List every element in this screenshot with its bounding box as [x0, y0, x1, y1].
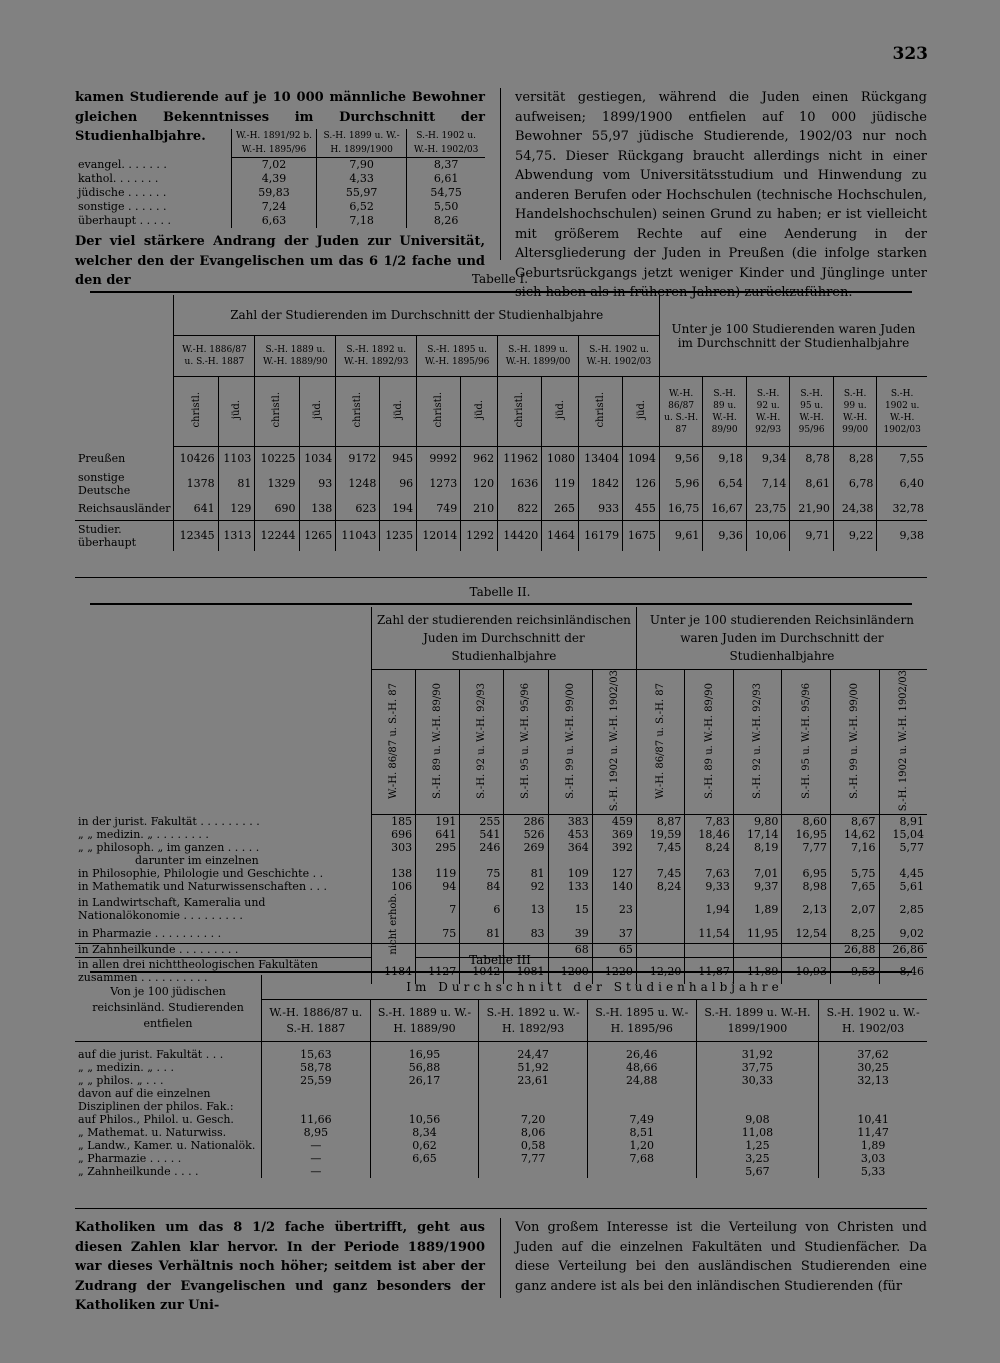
- table-row: Studier. überhaupt 12345 1313 12244 1265 11043 1235 12014 1292 14420 1464 16179 1675 9,61 9,36 10,06 9,71 9,22 9,38: [75, 521, 927, 551]
- table-row: in Zahnheilkunde . . . . . . . . . 68 65 26,88 26,86: [75, 941, 927, 958]
- table-row: „ „ philosoph. „ im ganzen . . . . . 303 295 246 269 364 392 7,45 8,24 8,19 7,77 7,16 5,77: [75, 841, 927, 854]
- table-row: auf die jurist. Fakultät . . . 15,63 16,95 24,47 26,46 31,92 37,62: [75, 1042, 927, 1062]
- table1-group-right: Unter je 100 Studierenden waren Juden im Durchschnitt der Studienhalbjahre: [659, 295, 927, 377]
- left-top-text: kamen Studierende auf je 10 000 männliche Bewohner gleichen Bekenntnisses im Durchschnitt der Studienhalbjahre.: [75, 90, 485, 144]
- table-row: in Pharmazie . . . . . . . . . . 75 81 83 39 37 11,54 11,95 12,54 8,25 9,02: [75, 925, 927, 941]
- small-table-header: S.-H. 1902 u. W.-H. 1902/03: [407, 129, 485, 158]
- table-row: „ Landw., Kamer. u. Nationalök. — 0,62 0,58 1,20 1,25 1,89: [75, 1139, 927, 1152]
- table2-caption: Tabelle II.: [469, 585, 531, 599]
- table-row: in Landwirtschaft, Kameralia und Nationalökonomie . . . . . . . . . nicht erhob. 7 6 13 15 23 1,94 1,89 2,13 2,07 2,85: [75, 893, 927, 925]
- page-number: 323: [892, 44, 928, 64]
- small-table: [75, 129, 485, 228]
- table1-caption: Tabelle I.: [471, 272, 529, 286]
- table2-group-right: Unter je 100 studierenden Reichsinländern waren Juden im Durchschnitt der Studienhalbjahre: [636, 607, 927, 670]
- bottom-left-text: Katholiken um das 8 1/2 fache übertrifft, geht aus diesen Zahlen klar hervor. In der Periode 1889/1900 war dieses Verhältnis noch höher; seitdem ist aber der Zudrang der Evangelischen und ganz besonders der Katholiken zur Uni-: [75, 1220, 485, 1313]
- column-divider: [500, 1218, 501, 1298]
- right-top-text: versität gestiegen, während die Juden einen Rückgang aufweisen; 1899/1900 entfielen auf 10 000 jüdische Bewohner 55,97 jüdische Studierende, 1902/03 nur noch 54,75. Dieser Rückgang braucht allerdings nicht in einer Abwendung vom Universitätsstudium und Hinwendung zu anderen Berufen oder Hochschulen (technische Hochschulen, Handelshochschulen) seinen Grund zu haben; er ist vielleicht mit größerem Rechte auf eine Aenderung in der Altersgliederung der Juden in Preußen (die infolge starken Geburtsrückgangs jetzt weniger Kinder und Jünglinge unter sich haben als in früheren Jahren) zurückzuführen.: [515, 90, 927, 300]
- column-divider: [500, 88, 501, 260]
- table3-caption: Tabelle III: [469, 953, 531, 967]
- table2-group-left: Zahl der studierenden reichsinländischen Juden im Durchschnitt der Studienhalbjahre: [372, 607, 637, 670]
- table-row: davon auf die einzelnen Disziplinen der philos. Fak.:: [75, 1087, 927, 1113]
- table-row: „ „ philos. „ . . . 25,59 26,17 23,61 24,88 30,33 32,13: [75, 1074, 927, 1087]
- small-table-header: W.-H. 1891/92 b. W.-H. 1895/96: [232, 129, 317, 158]
- table1-top-rule: [90, 291, 912, 293]
- table-row: „ Mathemat. u. Naturwiss. 8,95 8,34 8,06 8,51 11,08 11,47: [75, 1126, 927, 1139]
- table-row: evangel. . . . . . . 7,02 7,90 8,37: [75, 158, 485, 173]
- table2-top-rule: [90, 603, 912, 605]
- bottom-right-text: Von großem Interesse ist die Verteilung von Christen und Juden auf die einzelnen Fakultäten und Studienfächer. Da diese Verteilung bei den ausländischen Studierenden eine ganz andere ist als bei den inländischen Studierenden (für: [515, 1220, 927, 1294]
- table3-group: Im Durchschnitt der Studienhalbjahre: [262, 975, 928, 1000]
- table-row: in der jurist. Fakultät . . . . . . . . . 185 191 255 286 383 459 8,87 7,83 9,80 8,60 8,67 8,91: [75, 815, 927, 829]
- table-row: „ Zahnheilkunde . . . . — 5,67 5,33: [75, 1165, 927, 1178]
- small-table-header: S.-H. 1899 u. W.-H. 1899/1900: [317, 129, 407, 158]
- table-row: auf Philos., Philol. u. Gesch. 11,66 10,56 7,20 7,49 9,08 10,41: [75, 1113, 927, 1126]
- table3-top-rule: [90, 971, 912, 973]
- table1: Zahl der Studierenden im Durchschnitt der Studienhalbjahre Unter je 100 Studierenden waren Juden im Durchschnitt der Studienhalbjahre W.-H. 1886/87 u. S.-H. 1887 S.-H. 1889 u. W.-H. 1889/90 S.-H. 1892 u. W.-H. 1892/93 S.-H. 1895 u. W.-H. 1895/96 S.-H. 1899 u. W.-H. 1899/00 S.-H. 1902 u. W.-H. 1902/03 christl. jüd. christl. jüd. christl. jüd. christl. jüd. christl. jüd. christl. jüd. W.-H. 86/87 u. S.-H. 87 S.-H. 89 u. W.-H. 89/90 S.-H. 92 u. W.-H. 92/93 S.-H. 95 u. W.-H. 95/96 S.-H. 99 u. W.-H. 99/00 S.-H. 1902 u. W.-H. 1902/03 Preußen 10426 1103 10225 1034 9172 945 9992 962 11962 1080 13404 1094 9,56 9,18 9,34 8,78 8,28 7,55 sonstige Deutsche 1378 81 1329 93 1248 96 1273 120 1636 119 1842 126 5,96 6,54 7,14 8,61 6,78 6,40 Reichsausländer 641 129 690 138 623 194 749 210 822 265 933 455 16,75 16,67 23,75 21,90 24,38 32,78 Studier. überhaupt 12345 1313 12244 1265 11043 1235 12014 1292 14420 1464 16179 1675 9,61 9,36 10,06 9,71 9,22 9,38: [75, 295, 927, 551]
- table-row: sonstige Deutsche 1378 81 1329 93 1248 96 1273 120 1636 119 1842 126 5,96 6,54 7,14 8,61 6,78 6,40: [75, 471, 927, 497]
- table-row: in allen drei nichttheologischen Fakultäten zusammen . . . . . . . . . . 1184 1127 1042 1081 1200 1220 12,20 11,87 11,89 10,93 9,53 8,46: [75, 958, 927, 985]
- table-row: jüdische . . . . . . 59,83 55,97 54,75: [75, 186, 485, 200]
- table-row: darunter im einzelnen: [75, 854, 927, 867]
- table-row: „ „ medizin. „ . . . . . . . . 696 641 541 526 453 369 19,59 18,46 17,14 16,95 14,62 15,04: [75, 828, 927, 841]
- table2: Zahl der studierenden reichsinländischen Juden im Durchschnitt der Studienhalbjahre Unter je 100 studierenden Reichsinländern waren Juden im Durchschnitt der Studienhalbjahre W.-H. 86/87 u. S.-H. 87 S.-H. 89 u. W.-H. 89/90 S.-H. 92 u. W.-H. 92/93 S.-H. 95 u. W.-H. 95/96 S.-H. 99 u. W.-H. 99/00 S.-H. 1902 u. W.-H. 1902/03 W.-H. 86/87 u. S.-H. 87 S.-H. 89 u. W.-H. 89/90 S.-H. 92 u. W.-H. 92/93 S.-H. 95 u. W.-H. 95/96 S.-H. 99 u. W.-H. 99/00 S.-H. 1902 u. W.-H. 1902/03 in der jurist. Fakultät . . . . . . . . . 185 191 255 286 383 459 8,87 7,83 9,80 8,60 8,67 8,91 „ „ medizin. „ . . . . . . . . 696 641 541 526 453 369 19,59 18,46 17,14 16,95 14,62 15,04 „ „ philosoph. „ im ganzen . . . . . 303 295 246 269 364 392 7,45 8,24 8,19 7,77 7,16 5,77 darunter im einzelnen in Philosophie, Philologie und Geschichte . . 138 119 75 81 109 127 7,45 7,63 7,01 6,95 5,75 4,45 in Mathematik und Naturwissenschaften . . . 106 94 84 92 133 140 8,24 9,33 9,37 8,98 7,65 5,61 in Landwirtschaft, Kameralia und Nationalökonomie . . . . . . . . . nicht erhob. 7 6 13 15 23 1,94 1,89 2,13 2,07 2,85 in Pharmazie . . . . . . . . . . 75 81 83 39 37 11,54 11,95 12,54 8,25 9,02 in Zahnheilkunde . . . . . . . . . 68 65 26,88 26,86 in allen drei nichttheologischen Fakultäten zusammen . . . . . . . . . . 1184 1127 1042 1081 1200 1220 12,20 11,87 11,89 10,93 9,53 8,46: [75, 607, 927, 984]
- table3-row-header: Von je 100 jüdischen reichsinländ. Studierenden entfielen: [75, 975, 262, 1042]
- table-row: in Philosophie, Philologie und Geschichte . . 138 119 75 81 109 127 7,45 7,63 7,01 6,95 5,75 4,45: [75, 867, 927, 880]
- not-collected-note: nicht erhob.: [388, 893, 400, 955]
- table1-group-left: Zahl der Studierenden im Durchschnitt der Studienhalbjahre: [174, 295, 659, 336]
- table3: Von je 100 jüdischen reichsinländ. Studierenden entfielen Im Durchschnitt der Studienhalbjahre W.-H. 1886/87 u. S.-H. 1887 S.-H. 1889 u. W.-H. 1889/90 S.-H. 1892 u. W.-H. 1892/93 S.-H. 1895 u. W.-H. 1895/96 S.-H. 1899 u. W.-H. 1899/1900 S.-H. 1902 u. W.-H. 1902/03 auf die jurist. Fakultät . . . 15,63 16,95 24,47 26,46 31,92 37,62 „ „ medizin. „ . . . 58,78 56,88 51,92 48,66 37,75 30,25 „ „ philos. „ . . . 25,59 26,17 23,61 24,88 30,33 32,13 davon auf die einzelnen Disziplinen der philos. Fak.: auf Philos., Philol. u. Gesch. 11,66 10,56 7,20 7,49 9,08 10,41 „ Mathemat. u. Naturwiss. 8,95 8,34 8,06 8,51 11,08 11,47 „ Landw., Kamer. u. Nationalök. — 0,62 0,58 1,20 1,25 1,89 „ Pharmazie . . . . . — 6,65 7,77 7,68 3,25 3,03 „ Zahnheilkunde . . . . — 5,67 5,33: [75, 975, 927, 1178]
- table-row: kathol. . . . . . . 4,39 4,33 6,61: [75, 172, 485, 186]
- left-after-table-text: Der viel stärkere Andrang der Juden zur Universität, welcher den der Evangelischen um das 6 1/2 fache und den der: [75, 234, 485, 288]
- table-row: Reichsausländer 641 129 690 138 623 194 749 210 822 265 933 455 16,75 16,67 23,75 21,90 24,38 32,78: [75, 497, 927, 521]
- table-row: sonstige . . . . . . 7,24 6,52 5,50: [75, 200, 485, 214]
- table-row: Preußen 10426 1103 10225 1034 9172 945 9992 962 11962 1080 13404 1094 9,56 9,18 9,34 8,78 8,28 7,55: [75, 447, 927, 471]
- table-row: „ „ medizin. „ . . . 58,78 56,88 51,92 48,66 37,75 30,25: [75, 1061, 927, 1074]
- table-row: überhaupt . . . . . 6,63 7,18 8,26: [75, 214, 485, 228]
- table-row: „ Pharmazie . . . . . — 6,65 7,77 7,68 3,25 3,03: [75, 1152, 927, 1165]
- table-row: in Mathematik und Naturwissenschaften . . . 106 94 84 92 133 140 8,24 9,33 9,37 8,98 7,65 5,61: [75, 880, 927, 893]
